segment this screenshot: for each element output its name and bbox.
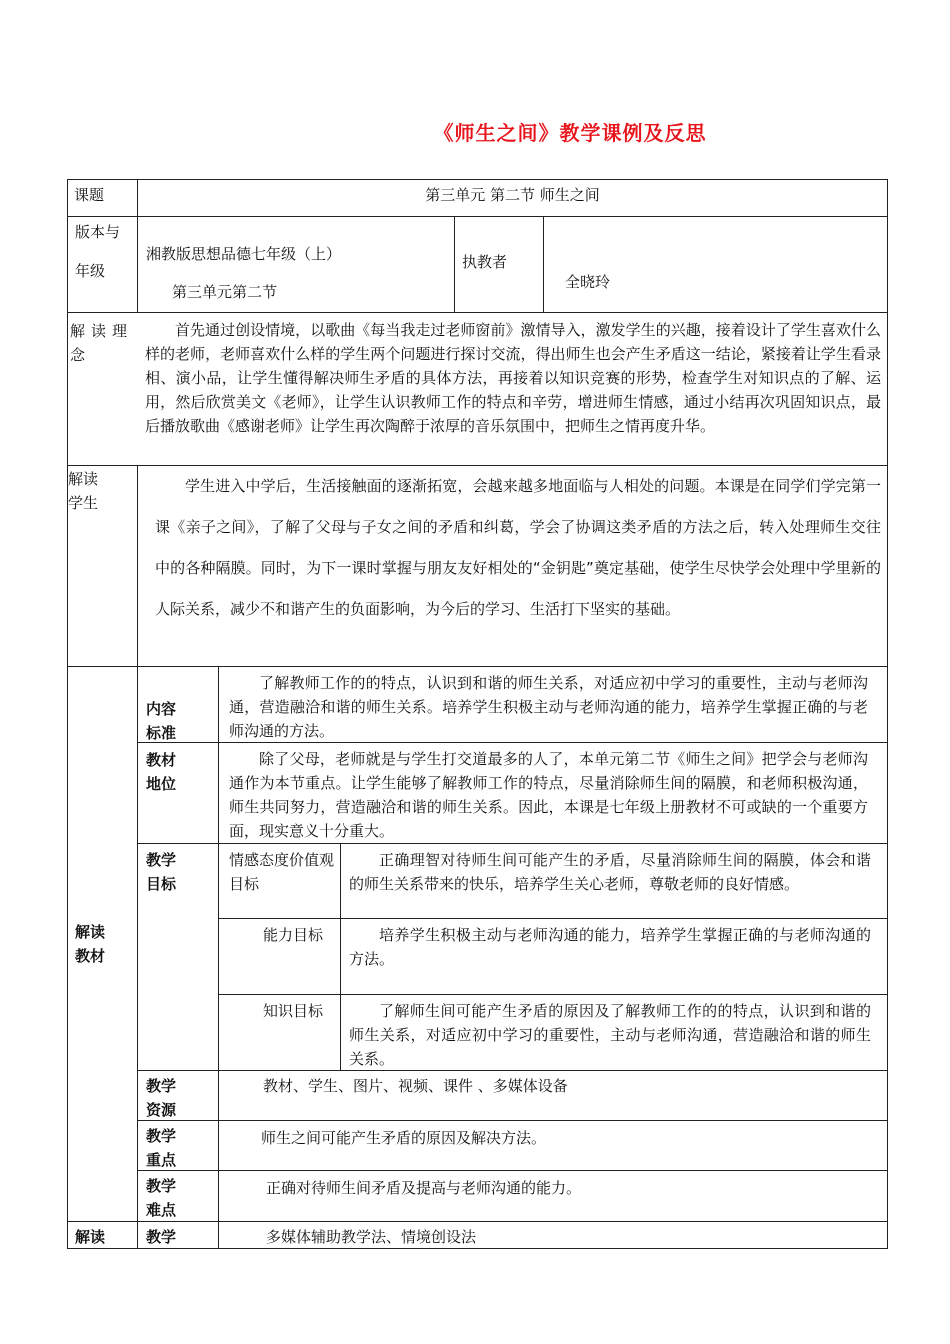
student-label: 解读学生 — [68, 470, 99, 512]
topic-label: 课题 — [74, 186, 105, 204]
ability-goal-label: 能力目标 — [263, 926, 324, 944]
textbook-section-label: 解读教材 — [75, 923, 106, 965]
teacher-label: 执教者 — [462, 253, 508, 271]
topic-value: 第三单元 第二节 师生之间 — [425, 186, 600, 204]
student-text: 学生进入中学后，生活接触面的逐渐拓宽，会越来越多地面临与人相处的问题。本课是在同学们学完第一课《亲子之间》，了解了父母与子女之间的矛盾和纠葛，学会了协调这类矛盾的方法之后，转入处理师生交往中的各种隔膜。同时，为下一课时掌握与朋友友好相处的“金钥匙”奠定基础，使学生尽快学会处理中学里新的人际关系，减少不和谐产生的负面影响，为今后的学习、生活打下坚实的基础。 — [155, 477, 881, 618]
method-left-label: 解读 — [75, 1228, 106, 1246]
teacher-name: 全晓玲 — [565, 273, 611, 291]
difficulty-label: 教学难点 — [146, 1177, 177, 1219]
version-value-line2: 第三单元第二节 — [172, 283, 278, 301]
goals-label: 教学目标 — [146, 851, 177, 893]
difficulty-text: 正确对待师生间矛盾及提高与老师沟通的能力。 — [266, 1179, 582, 1197]
resources-text: 教材、学生、图片、视频、课件 、多媒体设备 — [263, 1077, 568, 1095]
ability-goal-text: 培养学生积极主动与老师沟通的能力，培养学生掌握正确的与老师沟通的方法。 — [349, 926, 871, 968]
knowledge-goal-text: 了解师生间可能产生矛盾的原因及了解教师工作的的特点，认识到和谐的师生关系，对适应初中学习的重要性，主动与老师沟通，营造融洽和谐的师生关系。 — [349, 1002, 871, 1068]
concept-text: 首先通过创设情境，以歌曲《每当我走过老师窗前》激情导入，激发学生的兴趣，接着设计了学生喜欢什么样的老师，老师喜欢什么样的学生两个问题进行探讨交流，得出师生也会产生矛盾这一结论，紧接着让学生看录相、演小品，让学生懂得解决师生矛盾的具体方法，再接着以知识竞赛的形势，检查学生对知识点的了解、运用，然后欣赏美文《老师》，让学生认识教师工作的特点和辛劳，增进师生情感，通过小结再次巩固知识点，最后播放歌曲《感谢老师》让学生再次陶醉于浓厚的音乐氛围中，把师生之情再度升华。 — [145, 321, 881, 435]
knowledge-goal-label: 知识目标 — [263, 1002, 324, 1020]
version-label-line2: 年级 — [75, 262, 106, 280]
position-text: 除了父母，老师就是与学生打交道最多的人了，本单元第二节《师生之间》把学会与老师沟通作为本节重点。让学生能够了解教师工作的特点，尽量消除师生间的隔膜，和老师积极沟通，师生共同努力，营造融洽和谐的师生关系。因此，本课是七年级上册教材不可或缺的一个重要方面，现实意义十分重大。 — [229, 750, 868, 840]
emotion-goal-text: 正确理智对待师生间可能产生的矛盾，尽量消除师生间的隔膜，体会和谐的师生关系带来的快乐，培养学生关心老师，尊敬老师的良好情感。 — [349, 851, 871, 893]
concept-label: 解读理念 — [70, 322, 134, 364]
version-label-line1: 版本与 — [75, 223, 121, 241]
method-mid-label: 教学 — [146, 1228, 177, 1246]
method-text: 多媒体辅助教学法、情境创设法 — [266, 1228, 477, 1246]
content-standard-text: 了解教师工作的的特点，认识到和谐的师生关系，对适应初中学习的重要性，主动与老师沟通，营造融洽和谐的师生关系。培养学生积极主动与老师沟通的能力，培养学生掌握正确的与老师沟通的方法。 — [229, 674, 868, 740]
resources-label: 教学资源 — [146, 1077, 177, 1119]
emotion-goal-label: 情感态度价值观目标 — [229, 851, 335, 893]
content-standard-label: 内容标准 — [146, 700, 177, 742]
document-title: 《师生之间》教学课例及反思 — [433, 121, 707, 145]
key-point-text: 师生之间可能产生矛盾的原因及解决方法。 — [261, 1129, 547, 1147]
version-value-line1: 湘教版思想品德七年级（上） — [146, 245, 342, 263]
position-label: 教材地位 — [146, 751, 177, 793]
key-point-label: 教学重点 — [146, 1127, 177, 1169]
